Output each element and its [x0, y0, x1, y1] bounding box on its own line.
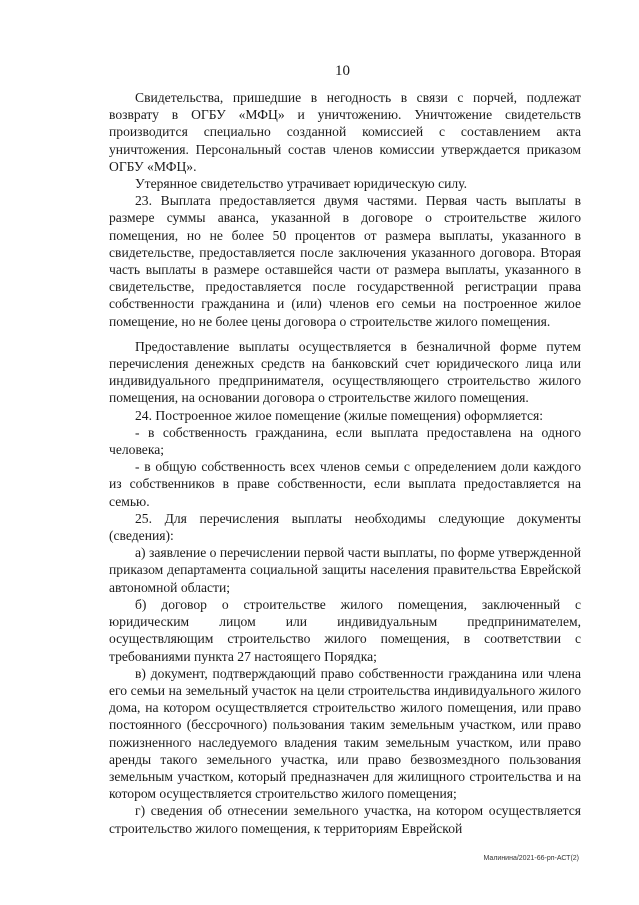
- paragraph-item-25-b: б) договор о строительстве жилого помещения, заключенный с юридическим лицом или индивидуальным предпринимателем, осуществляющим строительство жилого помещения, в соответствии с требованиями пункта 27 настоящего Порядка;: [109, 596, 581, 664]
- paragraph-payment-method: Предоставление выплаты осуществляется в безналичной форме путем перечисления денежных средств на банковский счет юридического лица или индивидуального предпринимателя, осуществляющего строительство жилого помещения, на основании договора о строительстве жилого помещения.: [109, 338, 581, 406]
- paragraph-item-24-bullet-1: - в собственность гражданина, если выплата предоставлена на одного человека;: [109, 424, 581, 458]
- paragraph-item-25-g: г) сведения об отнесении земельного участка, на котором осуществляется строительство жилого помещения, к территориям Еврейской: [109, 803, 581, 836]
- paragraph-item-25-a: а) заявление о перечислении первой части выплаты, по форме утвержденной приказом департамента социальной защиты населения правительства Еврейской автономной области;: [109, 545, 581, 595]
- paragraph-item-25: 25. Для перечисления выплаты необходимы следующие документы (сведения):: [109, 510, 581, 544]
- paragraph-item-25-v: в) документ, подтверждающий право собственности гражданина или члена его семьи на земельный участок на цели строительства индивидуального жилого дома, на котором осуществляется строительство жилого помещения, или право постоянного (бессрочного) пользования таким земельным участком, или право пожизненного наследуемого владения таким земельным участком, или право аренды такого земельного участка, или право безвозмездного пользования земельным участком, который предназначен для жилищного строительства и на котором осуществляется строительство жилого помещения;: [109, 665, 581, 802]
- paragraph-item-24: 24. Построенное жилое помещение (жилые помещения) оформляется:: [135, 407, 544, 423]
- paragraph-lost-certificate: Утерянное свидетельство утрачивает юридическую силу.: [135, 176, 468, 192]
- paragraph-item-24-bullet-2: - в общую собственность всех членов семьи с определением доли каждого из собственников в праве собственности, если выплата предоставляется на семью.: [109, 459, 581, 509]
- paragraph-item-23: 23. Выплата предоставляется двумя частями. Первая часть выплаты в размере суммы аванса, указанной в договоре о строительстве жилого помещения, но не более 50 процентов от размера выплаты, указанного в свидетельстве, предоставляется после заключения указанного договора. Вторая часть выплаты в размере оставшейся части от размера выплаты, указанного в свидетельстве, предоставляется после государственной регистрации права собственности гражданина и (или) членов его семьи на построенное жилое помещение, но не более цены договора о строительстве жилого помещения.: [109, 193, 581, 329]
- paragraph-damaged-certificates: Свидетельства, пришедшие в негодность в связи с порчей, подлежат возврату в ОГБУ «МФЦ» и уничтожению. Уничтожение свидетельств производится специально созданной комиссией с составлением акта уничтожения. Персональный состав членов комиссии утверждается приказом ОГБУ «МФЦ».: [109, 90, 581, 174]
- document-footer-code: Малинина/2021-66-рп-АСТ(2): [483, 855, 579, 862]
- document-body: [109, 89, 581, 837]
- page-number: 10: [335, 63, 350, 79]
